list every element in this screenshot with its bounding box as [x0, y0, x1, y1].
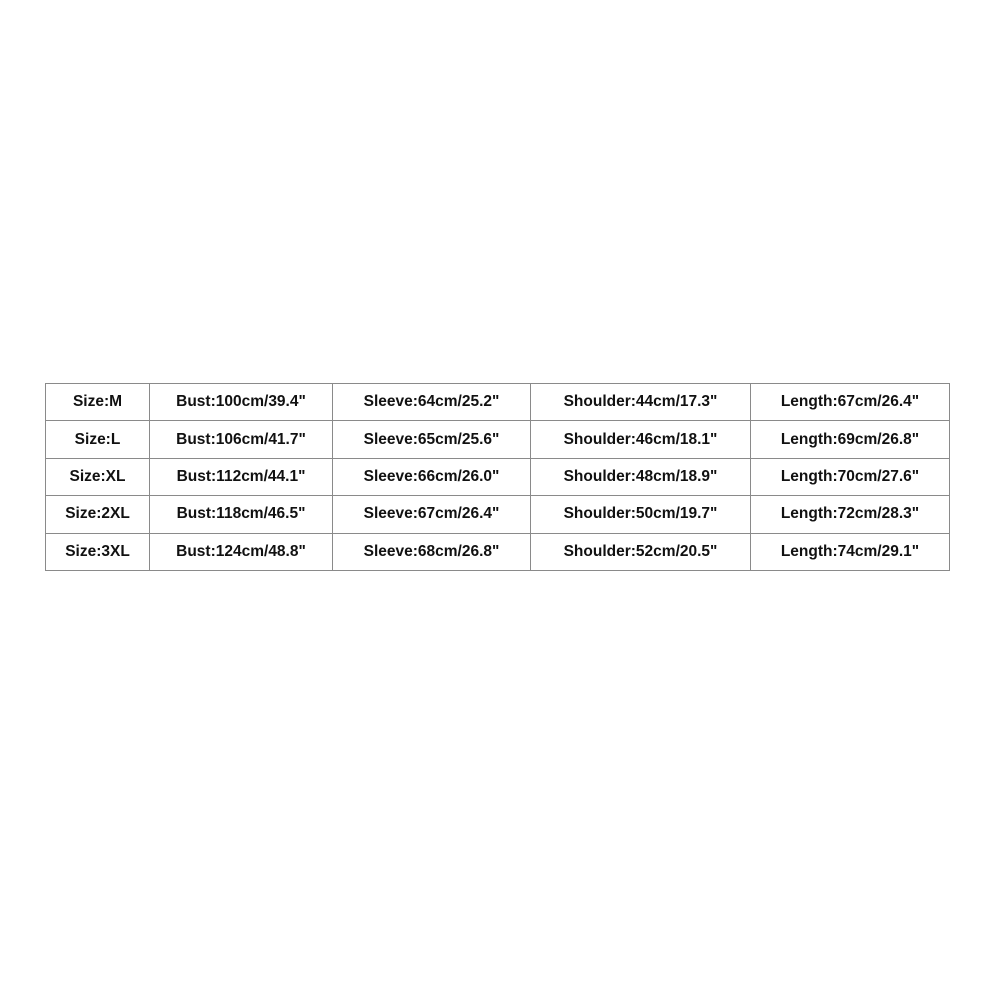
sleeve-cell: Sleeve:67cm/26.4" [333, 496, 531, 533]
size-cell: Size:XL [46, 458, 150, 495]
shoulder-cell: Shoulder:52cm/20.5" [531, 533, 751, 570]
bust-cell: Bust:112cm/44.1" [150, 458, 333, 495]
shoulder-cell: Shoulder:46cm/18.1" [531, 421, 751, 458]
sleeve-cell: Sleeve:66cm/26.0" [333, 458, 531, 495]
bust-cell: Bust:106cm/41.7" [150, 421, 333, 458]
bust-cell: Bust:100cm/39.4" [150, 384, 333, 421]
shoulder-cell: Shoulder:48cm/18.9" [531, 458, 751, 495]
shoulder-cell: Shoulder:50cm/19.7" [531, 496, 751, 533]
sleeve-cell: Sleeve:65cm/25.6" [333, 421, 531, 458]
length-cell: Length:72cm/28.3" [751, 496, 950, 533]
bust-cell: Bust:124cm/48.8" [150, 533, 333, 570]
table-row [46, 384, 950, 421]
size-cell: Size:L [46, 421, 150, 458]
size-cell: Size:3XL [46, 533, 150, 570]
size-chart-table [45, 383, 950, 571]
table-row [46, 496, 950, 533]
size-cell: Size:2XL [46, 496, 150, 533]
sleeve-cell: Sleeve:64cm/25.2" [333, 384, 531, 421]
size-cell: Size:M [46, 384, 150, 421]
table-row [46, 458, 950, 495]
shoulder-cell: Shoulder:44cm/17.3" [531, 384, 751, 421]
bust-cell: Bust:118cm/46.5" [150, 496, 333, 533]
table-row [46, 533, 950, 570]
length-cell: Length:69cm/26.8" [751, 421, 950, 458]
length-cell: Length:67cm/26.4" [751, 384, 950, 421]
table-row [46, 421, 950, 458]
length-cell: Length:74cm/29.1" [751, 533, 950, 570]
length-cell: Length:70cm/27.6" [751, 458, 950, 495]
sleeve-cell: Sleeve:68cm/26.8" [333, 533, 531, 570]
